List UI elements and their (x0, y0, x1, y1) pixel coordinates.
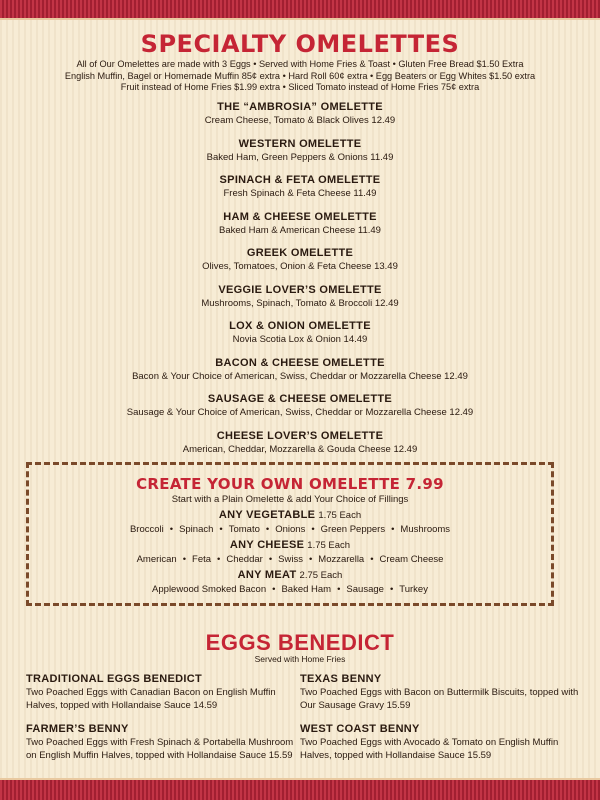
filling-option: Turkey (399, 584, 428, 595)
item-name: FARMER’S BENNY (26, 723, 129, 735)
filling-option: Onions (275, 524, 306, 535)
filling-option: Green Peppers (320, 524, 386, 535)
item-name: WEST COAST BENNY (300, 723, 420, 735)
filling-option: Mushrooms (400, 524, 451, 535)
item-name: CHEESE LOVER’S OMELETTE (216, 429, 384, 442)
item-description: Fresh Spinach & Feta Cheese 11.49 (223, 188, 377, 199)
filling-options: Broccoli • Spinach • Tomato • Onions • Green Peppers • Mushrooms (129, 524, 451, 535)
item-description: Mushrooms, Spinach, Tomato & Broccoli 12.49 (201, 297, 399, 309)
create-your-own-subtitle: Start with a Plain Omelette & add Your Choice of Fillings (171, 494, 409, 505)
menu-item (0, 283, 600, 320)
item-description: Sausage & Your Choice of American, Swiss, Cheddar or Mozzarella Cheese 12.49 (126, 407, 474, 418)
omelette-notes (40, 59, 560, 94)
category-name: ANY MEAT (237, 569, 297, 581)
filling-option: Spinach (179, 524, 214, 535)
item-description: Two Poached Eggs with Avocado & Tomato on English Muffin Halves, topped with Hollandaise Sauce 15.59 (300, 737, 559, 761)
item-name: TRADITIONAL EGGS BENEDICT (26, 673, 202, 685)
item-name: TEXAS BENNY (300, 673, 382, 685)
menu-item (300, 672, 580, 712)
filling-option: Baked Ham (281, 584, 332, 595)
menu-item (0, 100, 600, 137)
menu-item (0, 173, 600, 210)
omelette-list (0, 100, 600, 465)
menu-item (0, 429, 600, 466)
item-description: Olives, Tomatoes, Onion & Feta Cheese 13.49 (202, 261, 398, 272)
category-price: 1.75 Each (307, 540, 351, 551)
item-description: Bacon & Your Choice of American, Swiss, Cheddar or Mozzarella Cheese 12.49 (132, 370, 468, 382)
item-description: American, Cheddar, Mozzarella & Gouda Cheese 12.49 (182, 443, 418, 455)
filling-category-heading (29, 538, 551, 553)
filling-option: Broccoli (129, 524, 164, 535)
category-price: 2.75 Each (299, 570, 343, 581)
filling-option: American (136, 554, 177, 565)
menu-item (0, 319, 600, 356)
bottom-stripe-border (0, 778, 600, 800)
item-description: Two Poached Eggs with Bacon on Buttermilk Biscuits, topped with Our Sausage Gravy 15.59 (300, 687, 579, 711)
note-line: Fruit instead of Home Fries $1.99 extra • Sliced Tomato instead of Home Fries 75¢ extra (120, 82, 480, 92)
create-your-own-title: CREATE YOUR OWN OMELETTE 7.99 (136, 475, 444, 493)
filling-option: Cheddar (226, 554, 263, 565)
filling-options: American • Feta • Cheddar • Swiss • Mozzarella • Cream Cheese (136, 554, 444, 565)
menu-item (0, 210, 600, 247)
item-description: Two Poached Eggs with Fresh Spinach & Portabella Mushroom on English Muffin Halves, topped with Hollandaise Sauce 15.59 (26, 737, 294, 761)
item-description: Two Poached Eggs with Canadian Bacon on English Muffin Halves, topped with Hollandaise Sauce 14.59 (26, 687, 276, 711)
filling-option: Mozzarella (318, 554, 365, 565)
item-name: SPINACH & FETA OMELETTE (219, 174, 381, 186)
create-your-own-box (26, 462, 554, 606)
item-name: VEGGIE LOVER’S OMELETTE (218, 283, 382, 296)
menu-item (300, 722, 580, 762)
filling-options: Applewood Smoked Bacon • Baked Ham • Sausage • Turkey (152, 584, 428, 595)
item-name: HAM & CHEESE OMELETTE (223, 210, 377, 223)
item-name: SAUSAGE & CHEESE OMELETTE (207, 393, 393, 405)
item-name: LOX & ONION OMELETTE (229, 320, 371, 332)
item-name: THE “AMBROSIA” OMELETTE (217, 101, 383, 113)
note-line: English Muffin, Bagel or Homemade Muffin 85¢ extra • Hard Roll 60¢ extra • Egg Beaters or Egg Whites $1.50 extra (64, 70, 536, 81)
category-name: ANY VEGETABLE (218, 509, 316, 521)
eggs-benedict-title: EGGS BENEDICT (205, 630, 395, 655)
item-description: Novia Scotia Lox & Onion 14.49 (232, 334, 368, 345)
menu-item (0, 137, 600, 174)
menu-item (0, 392, 600, 429)
note-line: All of Our Omelettes are made with 3 Eggs • Served with Home Fries & Toast • Gluten Free Bread $1.50 Extra (76, 59, 524, 69)
filling-category-heading (29, 508, 551, 523)
filling-option: Cream Cheese (379, 554, 444, 565)
item-name: WESTERN OMELETTE (238, 137, 362, 150)
filling-option: Sausage (346, 584, 384, 595)
item-name: GREEK OMELETTE (246, 247, 354, 259)
eggs-benedict-subtitle: Served with Home Fries (254, 654, 346, 664)
filling-category-heading (29, 568, 551, 583)
specialty-omelettes-title: SPECIALTY OMELETTES (140, 30, 460, 58)
filling-option: Tomato (228, 524, 260, 535)
menu-item (0, 356, 600, 393)
item-name: BACON & CHEESE OMELETTE (215, 356, 385, 369)
filling-option: Swiss (278, 554, 303, 565)
item-description: Cream Cheese, Tomato & Black Olives 12.49 (204, 115, 396, 126)
menu-item (26, 672, 306, 712)
menu-item (26, 722, 306, 762)
category-price: 1.75 Each (318, 510, 362, 521)
menu-item (0, 246, 600, 283)
top-stripe-border (0, 0, 600, 20)
filling-option: Applewood Smoked Bacon (152, 584, 267, 595)
item-description: Baked Ham, Green Peppers & Onions 11.49 (206, 151, 394, 163)
category-name: ANY CHEESE (229, 539, 305, 551)
item-description: Baked Ham & American Cheese 11.49 (219, 224, 381, 236)
filling-option: Feta (192, 554, 212, 565)
